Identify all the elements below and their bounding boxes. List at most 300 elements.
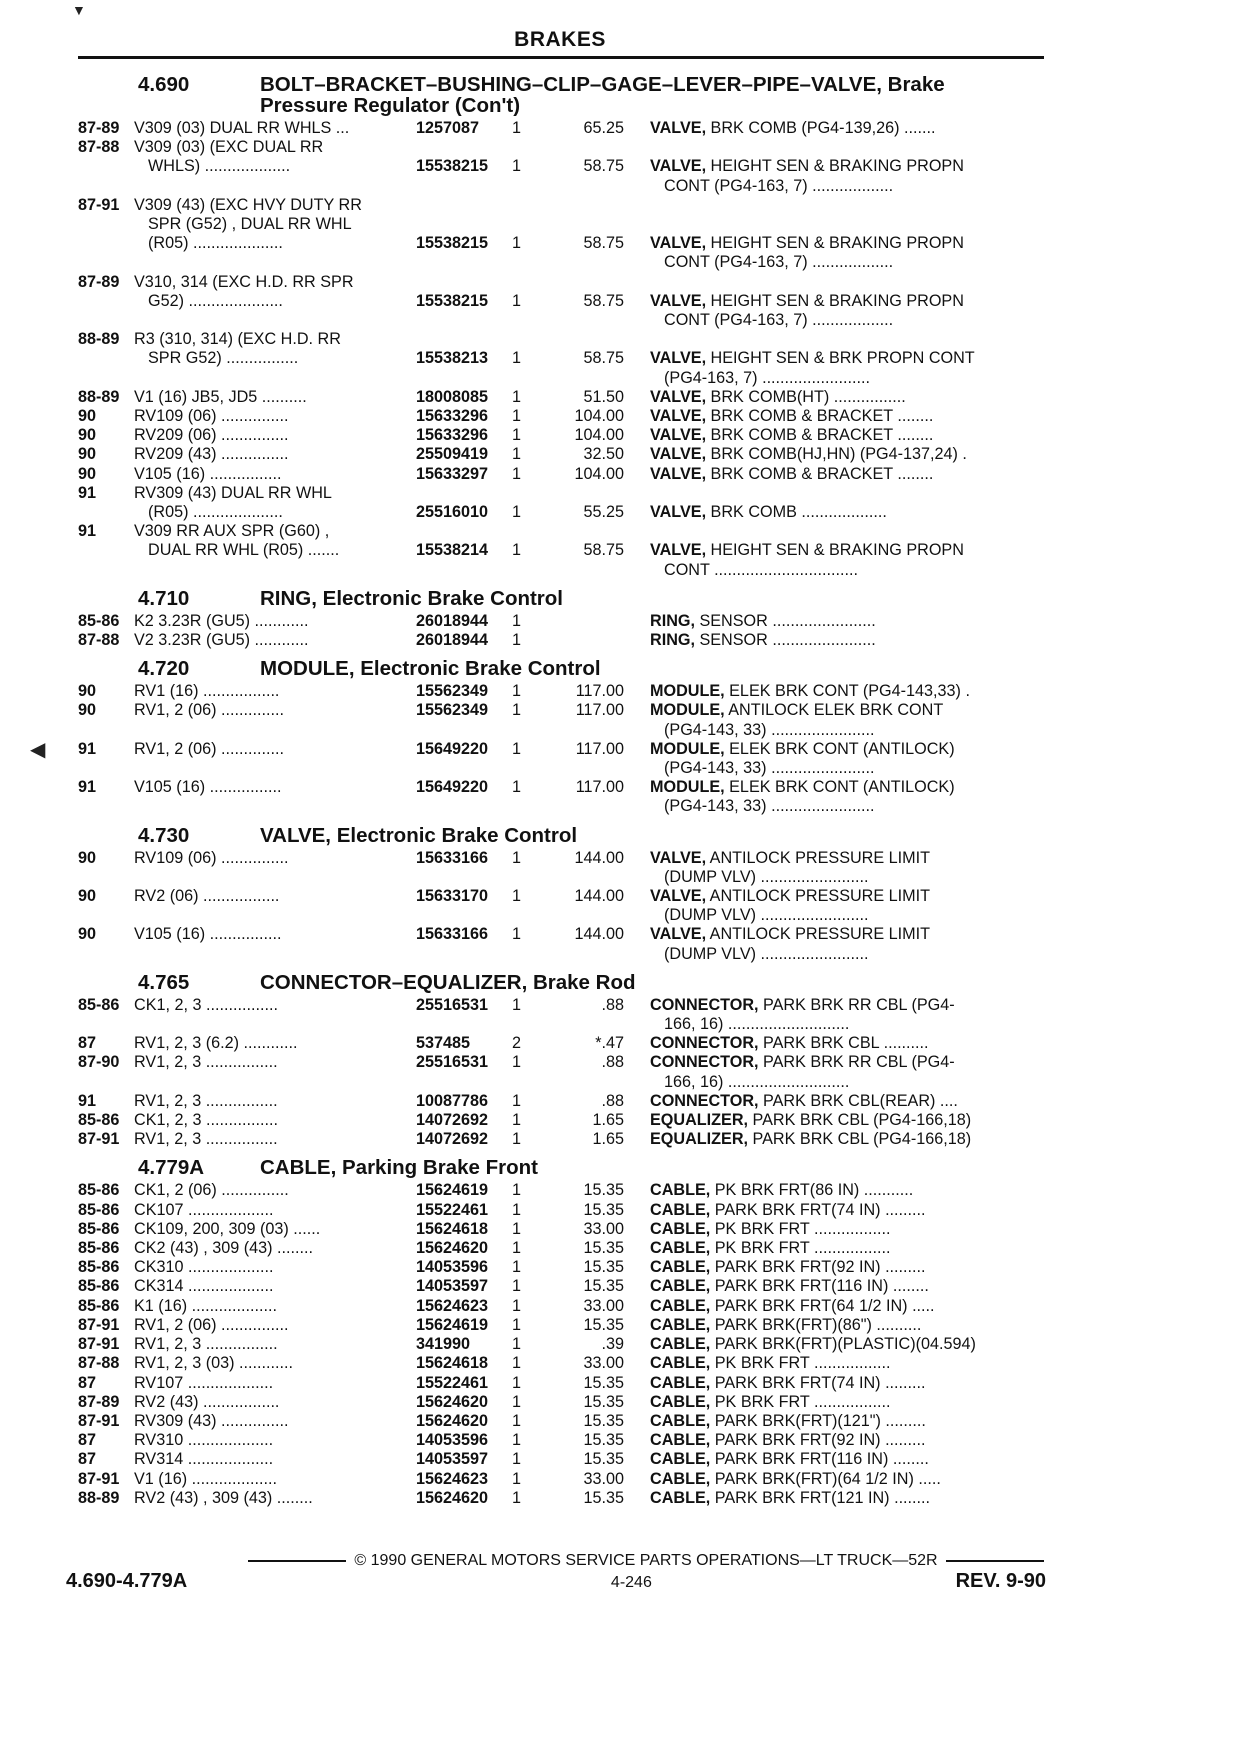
quantity: 1 — [512, 631, 522, 649]
part-number: 15624620 — [416, 1392, 489, 1411]
application-line: RV1, 2, 3 ................ — [134, 1335, 278, 1354]
part-name — [628, 1239, 1044, 1258]
quantity: 1 — [512, 502, 522, 521]
section-heading — [78, 588, 1044, 609]
part-name-keyword: EQUALIZER, — [650, 1130, 749, 1149]
application-line: V309 (03) (EXC DUAL RR — [134, 138, 324, 157]
application-line: V105 (16) ................ — [134, 925, 282, 944]
application-line: RV1, 2 (06) .............. — [134, 701, 284, 720]
part-name — [628, 1374, 1044, 1393]
table-row — [78, 522, 1044, 580]
table-row — [78, 1470, 1044, 1489]
model-years: 87-88 — [78, 138, 120, 157]
section-title — [260, 1157, 1044, 1178]
application — [134, 925, 416, 963]
model-years: 88-89 — [78, 387, 120, 406]
price: 33.00 — [583, 1469, 624, 1488]
section-title — [260, 74, 1044, 116]
quantity: 1 — [512, 778, 522, 797]
part-name-line: (PG4-163, 7) ........................ — [664, 368, 871, 387]
table-row — [78, 778, 1044, 816]
section-title — [260, 658, 1044, 679]
part-name-line: CABLE, PARK BRK FRT(121 IN) ........ — [650, 1488, 931, 1507]
price: 15.35 — [583, 1200, 624, 1219]
part-name-keyword: CABLE, — [650, 1431, 711, 1450]
quantity: 1 — [512, 925, 522, 944]
part-name-keyword: VALVE, — [650, 541, 707, 560]
part-name-line: MODULE, ANTILOCK ELEK BRK CONT — [650, 701, 944, 720]
table-row — [78, 682, 1044, 701]
application-line: RV109 (06) ............... — [134, 848, 289, 867]
part-name-line: VALVE, BRK COMB ................... — [650, 502, 887, 521]
part-number: 15633170 — [416, 887, 489, 906]
part-name-keyword: VALVE, — [650, 349, 707, 368]
table-row — [78, 701, 1044, 739]
model-years: 90 — [78, 848, 97, 867]
quantity: 1 — [512, 887, 522, 906]
price: 33.00 — [583, 1354, 624, 1373]
part-name — [628, 1412, 1044, 1431]
part-number: 15624618 — [416, 1219, 489, 1238]
part-name-keyword: CABLE, — [650, 1450, 711, 1469]
application — [134, 1412, 416, 1431]
part-name-keyword: CABLE, — [650, 1277, 711, 1296]
quantity: 1 — [512, 1296, 522, 1315]
application — [134, 740, 416, 778]
application-line: RV107 ................... — [134, 1373, 274, 1392]
application — [134, 1201, 416, 1220]
price: 104.00 — [574, 464, 624, 483]
table-row — [78, 1335, 1044, 1354]
section-number: 4.730 — [138, 823, 190, 847]
application — [134, 1374, 416, 1393]
application — [134, 1181, 416, 1200]
part-name-line: (DUMP VLV) ........................ — [664, 867, 869, 886]
application-line: CK1, 2, 3 ................ — [134, 995, 278, 1014]
application — [134, 1130, 416, 1149]
part-number: 14053596 — [416, 1258, 489, 1277]
model-years: 91 — [78, 739, 97, 758]
quantity: 1 — [512, 291, 522, 310]
price: 15.35 — [583, 1411, 624, 1430]
application — [134, 1297, 416, 1316]
section-0 — [78, 74, 1044, 580]
part-name — [628, 612, 1044, 631]
quantity: 1 — [512, 426, 522, 445]
part-name-line: 166, 16) ........................... — [664, 1072, 850, 1091]
part-number: 15624619 — [416, 1315, 489, 1334]
quantity: 1 — [512, 234, 522, 253]
part-name — [628, 522, 1044, 580]
part-name — [628, 330, 1044, 388]
part-name-line: CONNECTOR, PARK BRK CBL(REAR) .... — [650, 1091, 958, 1110]
price: 15.35 — [583, 1392, 624, 1411]
model-years: 91 — [78, 483, 97, 502]
table-row — [78, 1258, 1044, 1277]
model-years: 85-86 — [78, 1219, 120, 1238]
table-row — [78, 1130, 1044, 1149]
application — [134, 631, 416, 650]
part-name — [628, 1431, 1044, 1450]
table-row — [78, 925, 1044, 963]
application-line: RV1 (16) ................. — [134, 682, 280, 701]
part-name — [628, 996, 1044, 1034]
model-years: 90 — [78, 426, 97, 445]
model-years: 88-89 — [78, 1488, 120, 1507]
parts-catalog — [78, 66, 1044, 1511]
part-name-keyword: MODULE, — [650, 682, 725, 701]
quantity: 1 — [512, 1335, 522, 1354]
quantity: 1 — [512, 445, 522, 464]
part-name-line: CABLE, PK BRK FRT ................. — [650, 1392, 891, 1411]
quantity: 1 — [512, 1373, 522, 1392]
price: 65.25 — [583, 119, 624, 137]
application-line: V1 (16) ................... — [134, 1469, 278, 1488]
part-number: 15624623 — [416, 1296, 489, 1315]
part-name-keyword: CONNECTOR, — [650, 1034, 759, 1053]
part-name-line: EQUALIZER, PARK BRK CBL (PG4-166,18) — [650, 1111, 972, 1130]
part-name-line: VALVE, BRK COMB & BRACKET ........ — [650, 464, 934, 483]
price: 15.35 — [583, 1450, 624, 1469]
application-line: CK1, 2 (06) ............... — [134, 1181, 289, 1200]
quantity: 1 — [512, 387, 522, 406]
footer-line — [78, 1552, 1044, 1570]
application-line: (R05) .................... — [148, 503, 283, 521]
table-row — [78, 1220, 1044, 1239]
table-row — [78, 426, 1044, 445]
section-title-line: Pressure Regulator (Con't) — [260, 94, 521, 117]
application-line: WHLS) ................... — [148, 157, 291, 176]
part-name-line: CONT (PG4-163, 7) .................. — [664, 176, 894, 195]
section-title — [260, 972, 1044, 993]
part-name-keyword: CABLE, — [650, 1181, 711, 1200]
part-name-line: CONNECTOR, PARK BRK RR CBL (PG4- — [650, 995, 955, 1014]
quantity: 1 — [512, 739, 522, 758]
price: 144.00 — [574, 848, 624, 867]
part-name — [628, 1130, 1044, 1149]
part-number: 1257087 — [416, 119, 480, 137]
part-name-line: VALVE, HEIGHT SEN & BRAKING PROPN — [650, 541, 964, 560]
part-name-line: CABLE, PARK BRK FRT(116 IN) ........ — [650, 1450, 929, 1469]
price: 15.35 — [583, 1181, 624, 1200]
part-number: 14072692 — [416, 1111, 489, 1130]
table-row — [78, 740, 1044, 778]
application — [134, 1239, 416, 1258]
part-number: 14053597 — [416, 1450, 489, 1469]
part-name-keyword: EQUALIZER, — [650, 1111, 749, 1130]
quantity: 1 — [512, 119, 522, 137]
part-name — [628, 273, 1044, 331]
part-name-line: 166, 16) ........................... — [664, 1015, 850, 1034]
part-name-keyword: CONNECTOR, — [650, 1053, 759, 1072]
table-row — [78, 1489, 1044, 1508]
part-name-line: EQUALIZER, PARK BRK CBL (PG4-166,18) — [650, 1130, 972, 1149]
section-title-line: CONNECTOR–EQUALIZER, Brake Rod — [260, 970, 636, 994]
section-number: 4.779A — [138, 1156, 205, 1180]
part-number: 15624620 — [416, 1488, 489, 1507]
part-name — [628, 1450, 1044, 1469]
application — [134, 1092, 416, 1111]
part-name-keyword: CABLE, — [650, 1488, 711, 1507]
table-row — [78, 484, 1044, 522]
application — [134, 778, 416, 816]
section-heading — [78, 74, 1044, 116]
part-name — [628, 682, 1044, 701]
quantity: 1 — [512, 848, 522, 867]
part-name-keyword: RING, — [650, 631, 695, 649]
application — [134, 1335, 416, 1354]
part-name-line: CONT (PG4-163, 7) .................. — [664, 253, 894, 272]
model-years: 85-86 — [78, 1181, 120, 1200]
model-years: 85-86 — [78, 1200, 120, 1219]
part-name-line: VALVE, HEIGHT SEN & BRAKING PROPN — [650, 157, 964, 176]
part-name — [628, 701, 1044, 739]
model-years: 91 — [78, 778, 97, 797]
application — [134, 849, 416, 887]
quantity: 1 — [512, 1130, 522, 1149]
section-heading — [78, 1157, 1044, 1178]
section-4 — [78, 972, 1044, 1150]
part-name — [628, 1354, 1044, 1373]
part-name — [628, 426, 1044, 445]
price: 104.00 — [574, 406, 624, 425]
part-name-line: MODULE, ELEK BRK CONT (ANTILOCK) — [650, 778, 955, 797]
application-line: V309 RR AUX SPR (G60) , — [134, 522, 330, 541]
quantity: 1 — [512, 1450, 522, 1469]
application-line: RV1, 2, 3 ................ — [134, 1091, 278, 1110]
part-name — [628, 1034, 1044, 1053]
quantity: 1 — [512, 406, 522, 425]
model-years: 90 — [78, 445, 97, 464]
price: 58.75 — [583, 291, 624, 310]
application-line: CK310 ................... — [134, 1258, 274, 1277]
part-name-line: CABLE, PARK BRK FRT(64 1/2 IN) ..... — [650, 1296, 935, 1315]
part-name-keyword: VALVE, — [650, 464, 707, 483]
table-row — [78, 612, 1044, 631]
part-number: 25516531 — [416, 995, 489, 1014]
footer — [66, 1570, 1046, 1593]
application — [134, 1489, 416, 1508]
section-5 — [78, 1157, 1044, 1507]
price: 58.75 — [583, 541, 624, 560]
part-name-line: CABLE, PARK BRK(FRT)(86") .......... — [650, 1315, 922, 1334]
part-name — [628, 119, 1044, 138]
application-line: V309 (43) (EXC HVY DUTY RR — [134, 195, 362, 214]
price: 32.50 — [583, 445, 624, 464]
application-line: V2 3.23R (GU5) ............ — [134, 631, 309, 649]
table-row — [78, 196, 1044, 273]
part-name — [628, 778, 1044, 816]
model-years: 87-89 — [78, 272, 120, 291]
part-name-keyword: VALVE, — [650, 157, 707, 176]
part-number: 15538215 — [416, 291, 489, 310]
price: 15.35 — [583, 1431, 624, 1450]
part-number: 15633297 — [416, 464, 489, 483]
application — [134, 484, 416, 522]
model-years: 87-91 — [78, 1130, 120, 1149]
part-number: 15538215 — [416, 157, 489, 176]
table-row — [78, 1181, 1044, 1200]
price: 117.00 — [575, 682, 624, 701]
quantity: 1 — [512, 1219, 522, 1238]
application — [134, 445, 416, 464]
part-name — [628, 407, 1044, 426]
table-row — [78, 996, 1044, 1034]
part-name — [628, 887, 1044, 925]
application-line: K1 (16) ................... — [134, 1296, 278, 1315]
quantity: 1 — [512, 701, 522, 720]
part-name-line: VALVE, ANTILOCK PRESSURE LIMIT — [650, 925, 931, 944]
application-line: DUAL RR WHL (R05) ....... — [148, 541, 340, 560]
model-years: 87-91 — [78, 1411, 120, 1430]
table-row — [78, 273, 1044, 331]
table-row — [78, 407, 1044, 426]
price: 58.75 — [583, 349, 624, 368]
model-years: 85-86 — [78, 1239, 120, 1258]
table-row — [78, 1450, 1044, 1469]
part-number: 15633296 — [416, 406, 489, 425]
table-row — [78, 1297, 1044, 1316]
section-title-line: CABLE, Parking Brake Front — [260, 1156, 538, 1180]
part-name — [628, 925, 1044, 963]
header-rule — [78, 56, 1044, 59]
part-name — [628, 1053, 1044, 1091]
quantity: 1 — [512, 1053, 522, 1072]
application — [134, 1220, 416, 1239]
part-name — [628, 1220, 1044, 1239]
quantity: 1 — [512, 1239, 522, 1258]
application — [134, 1111, 416, 1130]
application-line: CK109, 200, 309 (03) ...... — [134, 1219, 321, 1238]
application — [134, 682, 416, 701]
table-row — [78, 1053, 1044, 1091]
part-name-keyword: CABLE, — [650, 1315, 711, 1334]
part-name-line: CABLE, PK BRK FRT(86 IN) ........... — [650, 1181, 914, 1200]
price: 15.35 — [583, 1373, 624, 1392]
price: .39 — [601, 1335, 624, 1354]
table-row — [78, 445, 1044, 464]
part-name — [628, 1111, 1044, 1130]
part-number: 14053596 — [416, 1431, 489, 1450]
part-name-line: RING, SENSOR ....................... — [650, 611, 876, 630]
section-title-line: BOLT–BRACKET–BUSHING–CLIP–GAGE–LEVER–PIPE–VALVE, Brake — [260, 73, 945, 96]
application-line: RV2 (06) ................. — [134, 887, 280, 906]
part-name — [628, 484, 1044, 522]
part-name-line: CONNECTOR, PARK BRK RR CBL (PG4- — [650, 1053, 955, 1072]
model-years: 91 — [78, 522, 97, 541]
application-line: R3 (310, 314) (EXC H.D. RR — [134, 330, 341, 349]
part-name-keyword: VALVE, — [650, 234, 707, 253]
model-years: 90 — [78, 925, 97, 944]
application-line: RV109 (06) ............... — [134, 406, 289, 425]
application-line: RV209 (06) ............... — [134, 426, 289, 445]
application — [134, 426, 416, 445]
model-years: 87-91 — [78, 195, 120, 214]
part-number: 25509419 — [416, 445, 489, 464]
application-line: RV1, 2 (06) ............... — [134, 1315, 289, 1334]
application-line: SPR G52) ................ — [148, 349, 299, 368]
price: .88 — [601, 1091, 624, 1110]
table-row — [78, 1431, 1044, 1450]
quantity: 1 — [512, 1181, 522, 1200]
table-row — [78, 1092, 1044, 1111]
section-number: 4.765 — [138, 970, 190, 994]
model-years: 87-90 — [78, 1053, 120, 1072]
footer-rule-right — [946, 1560, 1044, 1562]
section-number: 4.720 — [138, 657, 190, 681]
part-name-line: CABLE, PARK BRK FRT(92 IN) ......... — [650, 1431, 926, 1450]
part-name — [628, 1258, 1044, 1277]
part-name-keyword: CABLE, — [650, 1469, 711, 1488]
application — [134, 701, 416, 739]
application — [134, 407, 416, 426]
table-row — [78, 849, 1044, 887]
model-years: 90 — [78, 464, 97, 483]
table-row — [78, 1316, 1044, 1335]
model-years: 85-86 — [78, 1258, 120, 1277]
price: .88 — [601, 1053, 624, 1072]
part-name-keyword: VALVE, — [650, 887, 707, 906]
application-line: CK107 ................... — [134, 1200, 274, 1219]
quantity: 1 — [512, 995, 522, 1014]
price: 15.35 — [583, 1488, 624, 1507]
model-years: 90 — [78, 406, 97, 425]
application-line: SPR (G52) , DUAL RR WHL — [148, 215, 352, 233]
table-row — [78, 119, 1044, 138]
part-number: 14053597 — [416, 1277, 489, 1296]
part-name-line: VALVE, HEIGHT SEN & BRK PROPN CONT — [650, 349, 975, 368]
application — [134, 522, 416, 580]
part-name-line: MODULE, ELEK BRK CONT (PG4-143,33) . — [650, 682, 970, 701]
part-number: 26018944 — [416, 631, 489, 649]
part-name-line: CABLE, PARK BRK(FRT)(PLASTIC)(04.594) — [650, 1335, 976, 1354]
application — [134, 1258, 416, 1277]
part-number: 18008085 — [416, 387, 489, 406]
part-name — [628, 1277, 1044, 1296]
price: 15.35 — [583, 1277, 624, 1296]
part-name-line: VALVE, BRK COMB(HJ,HN) (PG4-137,24) . — [650, 445, 967, 464]
part-name-line: CABLE, PK BRK FRT ................. — [650, 1239, 891, 1258]
model-years: 87-88 — [78, 631, 120, 649]
application-line: RV309 (43) ............... — [134, 1411, 289, 1430]
model-years: 87-89 — [78, 119, 120, 137]
table-row — [78, 388, 1044, 407]
part-name-line: (PG4-143, 33) ....................... — [664, 720, 875, 739]
application-line: (R05) .................... — [148, 234, 283, 253]
model-years: 87-91 — [78, 1335, 120, 1354]
part-name — [628, 1335, 1044, 1354]
application-line: RV2 (43) ................. — [134, 1392, 280, 1411]
application-line: RV310 ................... — [134, 1431, 274, 1450]
part-name — [628, 1181, 1044, 1200]
part-number: 15624618 — [416, 1354, 489, 1373]
application-line: RV1, 2 (06) .............. — [134, 739, 284, 758]
part-name — [628, 1489, 1044, 1508]
application-line: V1 (16) JB5, JD5 .......... — [134, 387, 307, 406]
part-number: 25516010 — [416, 502, 489, 521]
part-name-keyword: CABLE, — [650, 1200, 711, 1219]
price: 33.00 — [583, 1296, 624, 1315]
page-number: 4-246 — [610, 1574, 652, 1591]
part-name — [628, 138, 1044, 196]
application-line: RV1, 2, 3 ................ — [134, 1053, 278, 1072]
part-name — [628, 465, 1044, 484]
table-row — [78, 1277, 1044, 1296]
section-number: 4.710 — [138, 586, 190, 610]
model-years: 87 — [78, 1450, 97, 1469]
application — [134, 1354, 416, 1373]
part-number: 15633166 — [416, 925, 489, 944]
